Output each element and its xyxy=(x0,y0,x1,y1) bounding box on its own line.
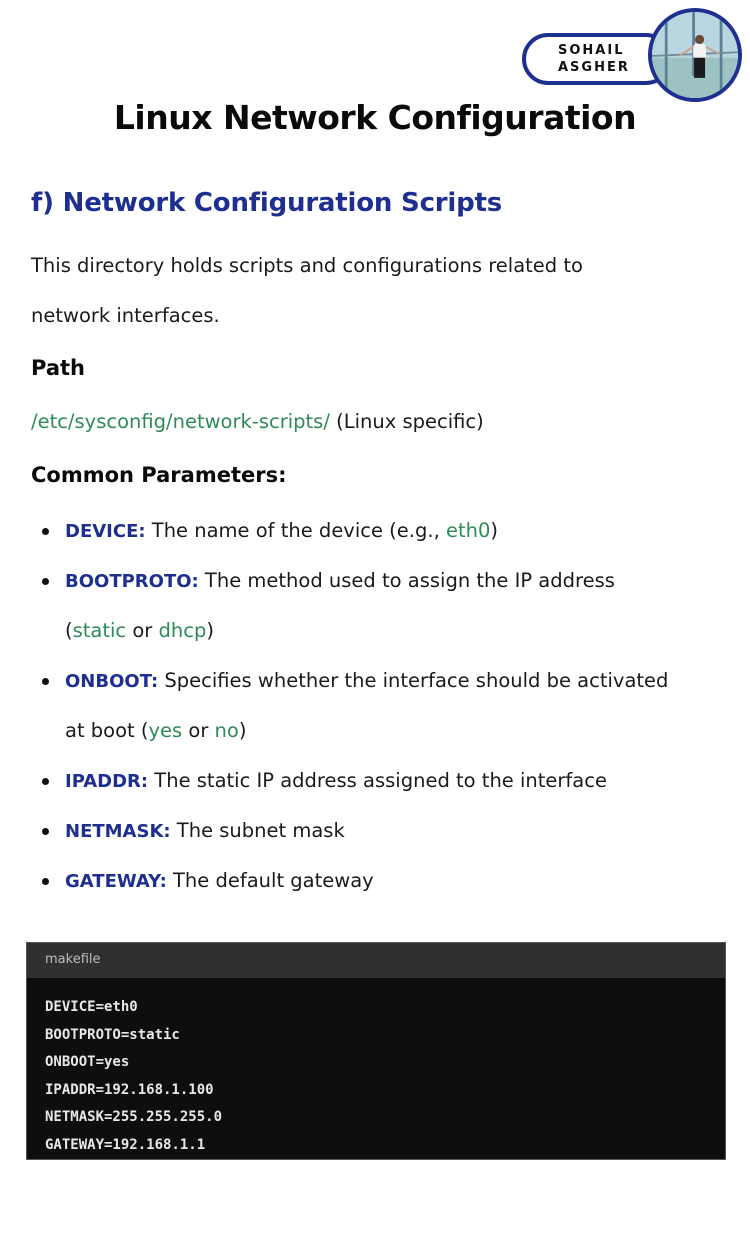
page-title: Linux Network Configuration xyxy=(113,98,637,137)
param-code: static xyxy=(72,619,127,642)
param-key: GATEWAY: xyxy=(65,871,167,892)
param-desc: The name of the device (e.g., xyxy=(145,519,446,542)
param-desc: The subnet mask xyxy=(170,819,345,842)
param-desc: The method used to assign the IP address xyxy=(198,569,615,592)
bullet-icon xyxy=(42,528,49,535)
bullet-icon xyxy=(42,778,49,785)
param-code: yes xyxy=(148,719,183,742)
avatar xyxy=(648,8,742,102)
param-key: IPADDR: xyxy=(65,771,149,792)
bullet-icon xyxy=(42,578,49,585)
param-key: NETMASK: xyxy=(65,821,171,842)
code-language-label: makefile xyxy=(27,943,725,978)
profile-photo-icon xyxy=(652,12,738,98)
section-heading: f) Network Configuration Scripts xyxy=(31,188,503,218)
param-desc: The static IP address assigned to the interface xyxy=(148,769,607,792)
param-code: eth0 xyxy=(445,519,491,542)
params-heading: Common Parameters: xyxy=(31,463,287,487)
author-first-name: SOHAIL xyxy=(558,43,625,58)
path-note: (Linux specific) xyxy=(336,410,484,433)
path-heading: Path xyxy=(31,356,85,380)
path-value: /etc/sysconfig/network-scripts/ xyxy=(31,410,330,433)
section-description-line-2: network interfaces. xyxy=(31,304,220,327)
param-code: dhcp xyxy=(158,619,207,642)
code-line: BOOTPROTO=static xyxy=(45,1026,180,1043)
code-block xyxy=(26,942,726,1160)
code-line: ONBOOT=yes xyxy=(45,1054,130,1070)
section-description-line-1: This directory holds scripts and configurations related to xyxy=(31,254,583,277)
param-key: BOOTPROTO: xyxy=(65,571,199,592)
param-code: no xyxy=(214,719,239,742)
code-line: NETMASK=255.255.255.0 xyxy=(45,1109,223,1125)
path-row xyxy=(31,410,484,433)
code-line: GATEWAY=192.168.1.1 xyxy=(45,1136,206,1153)
param-key: ONBOOT: xyxy=(65,671,159,692)
param-key: DEVICE: xyxy=(65,521,146,542)
bullet-icon xyxy=(42,678,49,685)
bullet-icon xyxy=(42,828,49,835)
author-badge xyxy=(522,8,744,92)
param-desc: Specifies whether the interface should be activated xyxy=(158,669,669,692)
code-line: IPADDR=192.168.1.100 xyxy=(45,1081,214,1098)
author-last-name: ASGHER xyxy=(558,60,630,75)
bullet-icon xyxy=(42,878,49,885)
param-desc: The default gateway xyxy=(166,869,374,892)
code-body[interactable] xyxy=(27,978,725,1163)
code-line: DEVICE=eth0 xyxy=(45,999,138,1015)
